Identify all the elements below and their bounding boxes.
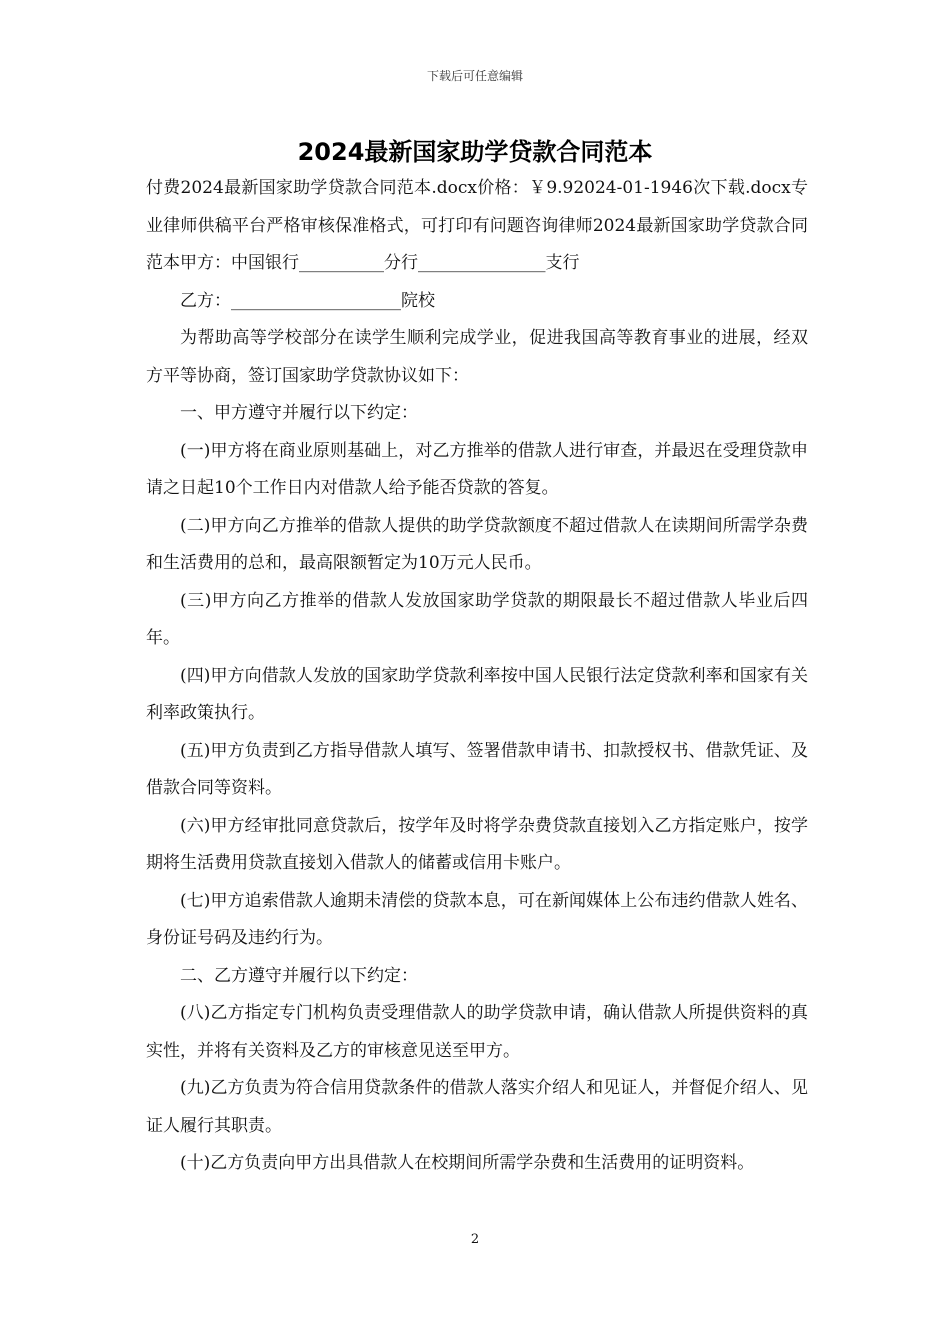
clause-8: (八)乙方指定专门机构负责受理借款人的助学贷款申请，确认借款人所提供资料的真实性，并将有关资料及乙方的审核意见送至甲方。 — [146, 1003, 808, 1061]
section-heading-party-a: 一、甲方遵守并履行以下约定： — [180, 403, 418, 423]
paragraph-purpose: 为帮助高等学校部分在读学生顺利完成学业，促进我国高等教育事业的进展，经双方平等协商，签订国家助学贷款协议如下： — [146, 328, 808, 386]
clause-6: (六)甲方经审批同意贷款后，按学年及时将学杂费贷款直接划入乙方指定账户，按学期将生活费用贷款直接划入借款人的储蓄或信用卡账户。 — [146, 815, 808, 873]
paragraph-intro: 付费2024最新国家助学贷款合同范本.docx价格：￥9.92024-01-1946次下载.docx专业律师供稿平台严格审核保准格式，可打印有问题咨询律师2024最新国家助学贷款合同范本甲方：中国银行__________分行_______________支行 — [146, 178, 808, 273]
clause-4: (四)甲方向借款人发放的国家助学贷款利率按中国人民银行法定贷款利率和国家有关利率政策执行。 — [146, 665, 808, 723]
page-header-note: 下载后可任意编辑 — [426, 69, 523, 83]
section-heading-party-b: 二、乙方遵守并履行以下约定： — [180, 965, 418, 986]
document-body — [146, 170, 808, 1183]
document-title: 2024最新国家助学贷款合同范本 — [297, 138, 653, 166]
paragraph-party-b: 乙方：____________________院校 — [180, 290, 435, 311]
clause-9: (九)乙方负责为符合信用贷款条件的借款人落实介绍人和见证人，并督促介绍人、见证人履行其职责。 — [146, 1078, 808, 1136]
clause-1: (一)甲方将在商业原则基础上，对乙方推举的借款人进行审查，并最迟在受理贷款申请之日起10个工作日内对借款人给予能否贷款的答复。 — [146, 440, 808, 498]
clause-3: (三)甲方向乙方推举的借款人发放国家助学贷款的期限最长不超过借款人毕业后四年。 — [146, 590, 808, 648]
clause-7: (七)甲方追索借款人逾期未清偿的贷款本息，可在新闻媒体上公布违约借款人姓名、身份证号码及违约行为。 — [146, 890, 808, 948]
page-number: 2 — [470, 1232, 480, 1247]
clause-2: (二)甲方向乙方推举的借款人提供的助学贷款额度不超过借款人在读期间所需学杂费和生活费用的总和，最高限额暂定为10万元人民币。 — [146, 515, 808, 573]
clause-10: (十)乙方负责向甲方出具借款人在校期间所需学杂费和生活费用的证明资料。 — [180, 1153, 755, 1173]
clause-5: (五)甲方负责到乙方指导借款人填写、签署借款申请书、扣款授权书、借款凭证、及借款合同等资料。 — [146, 740, 808, 798]
